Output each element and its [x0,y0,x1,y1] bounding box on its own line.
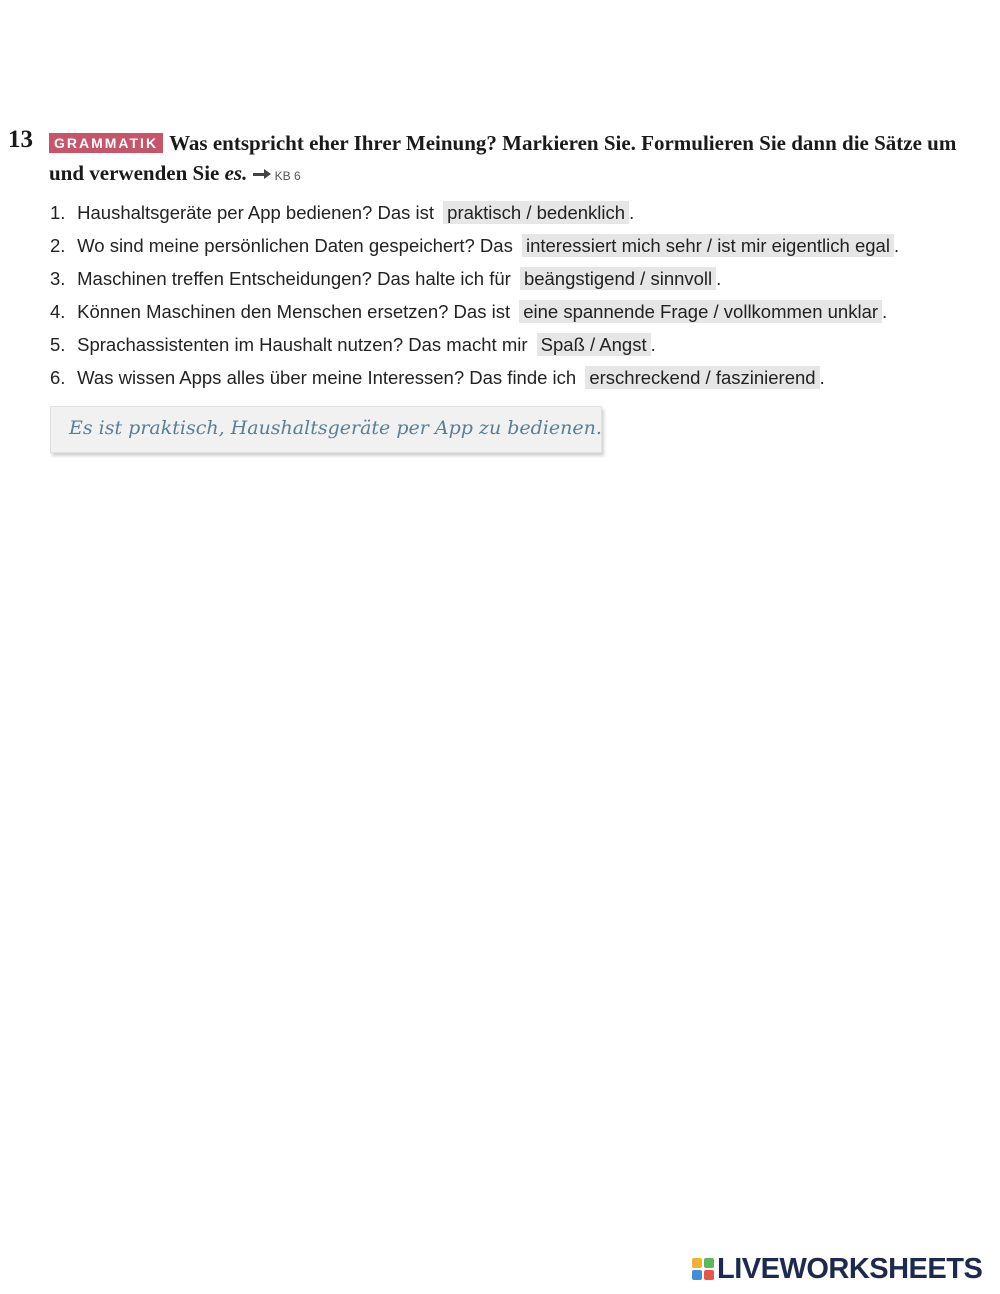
choice-options[interactable]: beängstigend / sinnvoll [520,267,716,290]
example-answer-text: Es ist praktisch, Haushaltsgeräte per App zu bedienen. [69,417,602,439]
choice-options[interactable]: erschreckend / faszinierend [585,366,819,389]
sentence-item [50,361,899,394]
logo-square-icon [704,1270,714,1280]
sentence-text: Haushaltsgeräte per App bedienen? Das ist [77,202,435,223]
choice-options[interactable]: praktisch / bedenklich [443,201,629,224]
instruction-text: Was entspricht eher Ihrer Meinung? Markieren Sie. Formulieren Sie dann die Sätze um und verwenden Sie [49,131,957,185]
choice-options[interactable]: Spaß / Angst [537,333,651,356]
sentence-number: 4. [50,301,66,322]
sentence-end: . [716,268,722,289]
choice-options[interactable]: eine spannende Frage / vollkommen unklar [519,300,882,323]
kb-reference [253,161,301,185]
sentence-end: . [650,334,656,355]
sentence-end: . [819,367,825,388]
logo-square-icon [692,1270,702,1280]
kb-reference-label: KB 6 [274,169,301,183]
choice-options[interactable]: interessiert mich sehr / ist mir eigentlich egal [522,234,894,257]
liveworksheets-logo-icon [692,1258,714,1280]
sentence-number: 1. [50,202,66,223]
liveworksheets-brand [692,1253,982,1285]
sentence-text: Was wissen Apps alles über meine Interessen? Das finde ich [77,367,577,388]
logo-square-icon [692,1258,702,1268]
instruction-es: es. [224,161,248,185]
sentence-list [50,196,899,394]
sentence-end: . [882,301,888,322]
logo-square-icon [704,1258,714,1268]
sentence-text: Können Maschinen den Menschen ersetzen? Das ist [77,301,511,322]
sentence-item [50,295,899,328]
sentence-number: 2. [50,235,66,256]
brand-name: LIVEWORKSHEETS [717,1252,983,1285]
sentence-end: . [893,235,900,256]
example-answer-box [50,406,602,453]
grammatik-badge: GRAMMATIK [49,133,163,153]
exercise-number: 13 [8,126,33,153]
sentence-item [50,328,899,361]
sentence-text: Sprachassistenten im Haushalt nutzen? Das macht mir [77,334,528,355]
sentence-end: . [629,202,635,223]
sentence-number: 5. [50,334,66,355]
exercise-instruction [49,128,984,191]
sentence-item [50,229,899,262]
sentence-item [50,262,899,295]
sentence-number: 6. [50,367,66,388]
sentence-text: Maschinen treffen Entscheidungen? Das halte ich für [77,268,511,289]
sentence-text: Wo sind meine persönlichen Daten gespeichert? Das [77,235,513,256]
sentence-number: 3. [50,268,66,289]
arrow-right-icon [253,169,271,179]
sentence-item [50,196,899,229]
